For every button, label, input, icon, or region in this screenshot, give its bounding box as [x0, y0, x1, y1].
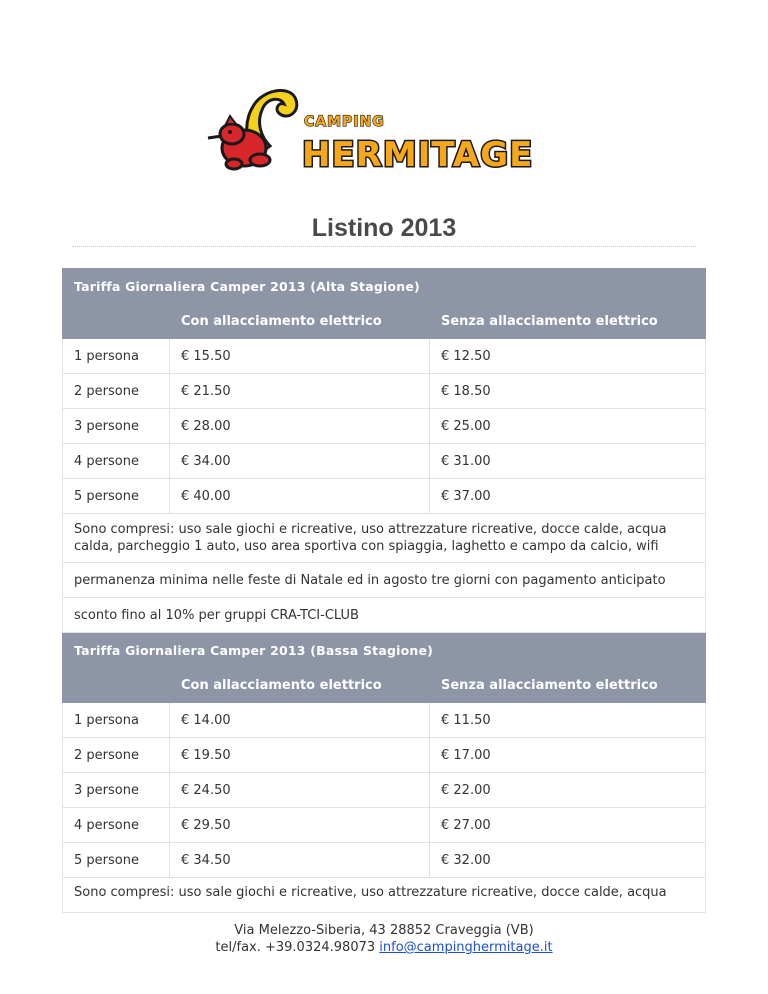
footer-address: Via Melezzo-Siberia, 43 28852 Craveggia (VB) [234, 923, 534, 938]
group-discount-note: sconto fino al 10% per gruppi CRA-TCI-CLUB [63, 598, 706, 633]
column-header-row [63, 668, 706, 703]
column-header-row [63, 304, 706, 339]
price-without-electricity: € 22.00 [430, 773, 706, 808]
row-label: 1 persona [63, 339, 170, 374]
price-with-electricity: € 15.50 [170, 339, 430, 374]
price-without-electricity: € 32.00 [430, 843, 706, 878]
title-divider [72, 246, 696, 247]
row-label: 2 persone [63, 738, 170, 773]
row-label: 5 persone [63, 479, 170, 514]
row-label: 4 persone [63, 808, 170, 843]
price-with-electricity: € 34.50 [170, 843, 430, 878]
camping-hermitage-logo [204, 86, 564, 178]
table-row [63, 444, 706, 479]
price-without-electricity: € 17.00 [430, 738, 706, 773]
page-footer [0, 922, 768, 956]
included-services-note: Sono compresi: uso sale giochi e ricreative, uso attrezzature ricreative, docce calde, acqua [63, 878, 706, 913]
section-header-high-season [63, 269, 706, 304]
price-without-electricity: € 31.00 [430, 444, 706, 479]
table-row [63, 773, 706, 808]
email-link[interactable]: info@campinghermitage.it [379, 940, 553, 955]
section-title: Tariffa Giornaliera Camper 2013 (Alta Stagione) [63, 269, 706, 304]
price-without-electricity: € 18.50 [430, 374, 706, 409]
price-with-electricity: € 19.50 [170, 738, 430, 773]
table-row [63, 703, 706, 738]
row-label: 3 persone [63, 773, 170, 808]
price-with-electricity: € 40.00 [170, 479, 430, 514]
price-list-table [62, 268, 706, 913]
note-row [63, 514, 706, 563]
section-title: Tariffa Giornaliera Camper 2013 (Bassa Stagione) [63, 633, 706, 668]
column-header-empty [63, 304, 170, 339]
note-row [63, 598, 706, 633]
price-with-electricity: € 28.00 [170, 409, 430, 444]
column-header-with-electricity: Con allacciamento elettrico [170, 668, 430, 703]
column-header-with-electricity: Con allacciamento elettrico [170, 304, 430, 339]
table-row [63, 409, 706, 444]
row-label: 4 persone [63, 444, 170, 479]
minimum-stay-note: permanenza minima nelle feste di Natale ed in agosto tre giorni con pagamento anticipato [63, 563, 706, 598]
price-without-electricity: € 27.00 [430, 808, 706, 843]
page-title: Listino 2013 [311, 214, 457, 242]
price-without-electricity: € 12.50 [430, 339, 706, 374]
price-without-electricity: € 37.00 [430, 479, 706, 514]
price-with-electricity: € 14.00 [170, 703, 430, 738]
table-row [63, 479, 706, 514]
footer-contact [0, 939, 768, 956]
price-with-electricity: € 24.50 [170, 773, 430, 808]
logo-hermitage-text: HERMITAGE [302, 135, 534, 175]
footer-phone: tel/fax. +39.0324.98073 [215, 940, 376, 955]
price-without-electricity: € 25.00 [430, 409, 706, 444]
column-header-without-electricity: Senza allacciamento elettrico [430, 304, 706, 339]
row-label: 2 persone [63, 374, 170, 409]
logo-camping-text: CAMPING [304, 114, 385, 130]
row-label: 3 persone [63, 409, 170, 444]
table-row [63, 374, 706, 409]
column-header-without-electricity: Senza allacciamento elettrico [430, 668, 706, 703]
note-row [63, 878, 706, 913]
row-label: 1 persona [63, 703, 170, 738]
price-with-electricity: € 34.00 [170, 444, 430, 479]
note-row [63, 563, 706, 598]
included-services-note: Sono compresi: uso sale giochi e ricreative, uso attrezzature ricreative, docce calde, acqua calda, parcheggio 1 auto, uso area sportiva con spiaggia, laghetto e campo da calcio, wifi [63, 514, 706, 563]
column-header-empty [63, 668, 170, 703]
table-row [63, 339, 706, 374]
table-row [63, 808, 706, 843]
table-row [63, 843, 706, 878]
price-with-electricity: € 29.50 [170, 808, 430, 843]
section-header-low-season [63, 633, 706, 668]
price-without-electricity: € 11.50 [430, 703, 706, 738]
price-with-electricity: € 21.50 [170, 374, 430, 409]
squirrel-logo-icon [204, 86, 564, 178]
row-label: 5 persone [63, 843, 170, 878]
table-row [63, 738, 706, 773]
